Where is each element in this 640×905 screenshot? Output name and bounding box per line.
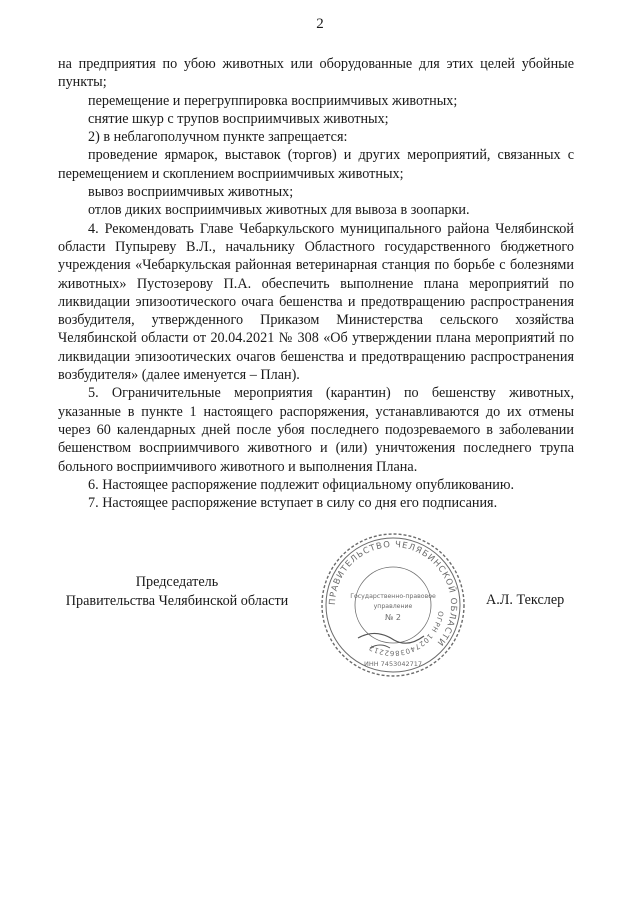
paragraph: проведение ярмарок, выставок (торгов) и других мероприятий, связанных с перемещением и скоплением восприимчивых животных; xyxy=(58,147,574,182)
paragraph: снятие шкур с трупов восприимчивых животных; xyxy=(88,110,389,127)
signature-name: А.Л. Текслер xyxy=(486,592,565,608)
paragraph: 4. Рекомендовать Главе Чебаркульского муниципального района Челябинской области Пупыреву В.Л., начальнику Областного государственного бюджетного учреждения «Чебаркульская районная ветеринарная станция по борьбе с болезнями животных» Пустозерову П.А. обеспечить выполнение плана мероприятий по ликвидации эпизоотического очага бешенства и предотвращению распространения возбудителя, утвержденного Приказом Министерства сельского хозяйства Челябинской области от 20.04.2021 № 308 «Об утверждении плана мероприятий по ликвидации эпизоотических очагов бешенства и предотвращению распространения возбудителя» (далее именуется – План). xyxy=(58,220,574,384)
signature-position-block xyxy=(52,573,302,611)
seal-number: № 2 xyxy=(385,613,401,622)
paragraph: 2) в неблагополучном пункте запрещается: xyxy=(88,129,348,146)
paragraph: вывоз восприимчивых животных; xyxy=(88,184,294,201)
seal-stamp-graphic xyxy=(318,530,468,680)
paragraph: на предприятия по убою животных или оборудованные для этих целей убойные пункты; xyxy=(58,56,574,91)
signature-position-line2: Правительства Челябинской области xyxy=(65,593,289,609)
official-seal xyxy=(318,530,468,680)
paragraph: перемещение и перегруппировка восприимчивых животных; xyxy=(88,92,458,109)
signature-scribble xyxy=(358,633,424,643)
seal-inner-text-2: управление xyxy=(373,603,413,610)
seal-outer-text: ПРАВИТЕЛЬСТВО ЧЕЛЯБИНСКОЙ ОБЛАСТИ xyxy=(327,539,459,648)
paragraph: 7. Настоящее распоряжение вступает в силу со дня его подписания. xyxy=(88,495,498,512)
document-body xyxy=(58,55,574,512)
page-number: 2 xyxy=(316,16,324,32)
paragraph: 5. Ограничительные мероприятия (карантин) по бешенству животных, указанные в пункте 1 настоящего распоряжения, устанавливаются до их отмены через 60 календарных дней после убоя последнего подозреваемого в заболевании бешенством восприимчивого животного и (или) уничтожения последнего трупа больного восприимчивого животного и выполнения Плана. xyxy=(58,385,574,475)
seal-ogrn: ОГРН 1027403862212 xyxy=(367,610,445,658)
paragraph: 6. Настоящее распоряжение подлежит официальному опубликованию. xyxy=(88,476,515,493)
signature-position-line1: Председатель xyxy=(135,574,219,590)
seal-inner-text-1: Государственно-правовое xyxy=(350,593,436,600)
seal-inn: ИНН 7453042717 xyxy=(363,660,423,668)
paragraph: отлов диких восприимчивых животных для вывоза в зоопарки. xyxy=(88,202,470,219)
